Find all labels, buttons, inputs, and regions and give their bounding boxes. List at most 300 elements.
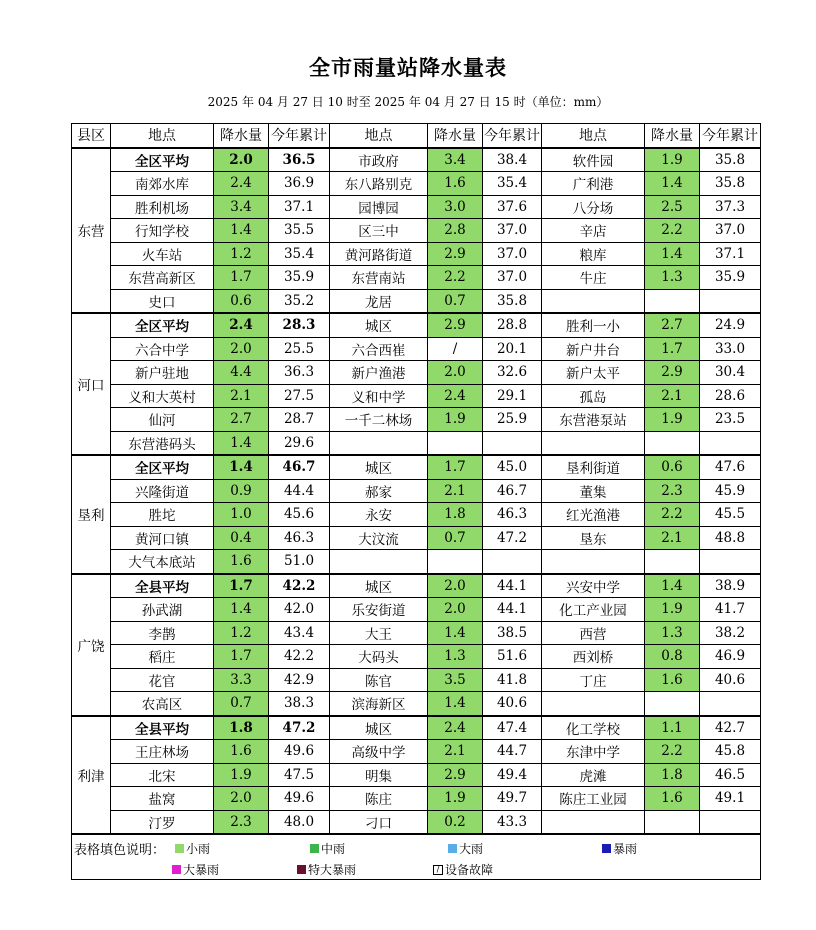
table-row (72, 503, 761, 527)
station-name: 黄河口镇 (111, 526, 214, 550)
rainfall-value: 2.7 (214, 408, 269, 432)
annual-total-value: 25.5 (269, 337, 330, 361)
station-name: 永安 (330, 503, 428, 527)
annual-total-value: 41.8 (483, 668, 542, 692)
station-name: 新户渔港 (330, 361, 428, 385)
annual-total-value: 35.8 (700, 148, 761, 172)
rainfall-value: 1.6 (428, 172, 483, 196)
annual-total-value: 37.1 (269, 195, 330, 219)
legend (72, 834, 761, 880)
annual-total-value (483, 550, 542, 574)
rainfall-value (645, 550, 700, 574)
annual-total-value (700, 810, 761, 834)
annual-total-value: 47.2 (269, 716, 330, 740)
legend-item (175, 840, 210, 857)
legend-title: 表格填色说明： (74, 843, 166, 858)
rainfall-value: 3.4 (214, 195, 269, 219)
annual-total-value: 43.4 (269, 621, 330, 645)
station-name: 胜利机场 (111, 195, 214, 219)
rainfall-value: 1.3 (645, 266, 700, 290)
table-row (72, 550, 761, 574)
station-name: 南郊水库 (111, 172, 214, 196)
annual-total-value: 35.9 (269, 266, 330, 290)
station-name: 花官 (111, 668, 214, 692)
annual-total-value: 36.3 (269, 361, 330, 385)
rainfall-value: 1.6 (214, 740, 269, 764)
legend-item (310, 840, 345, 857)
light-rain-swatch (175, 844, 184, 853)
rainfall-value: 1.4 (645, 242, 700, 266)
rainfall-value: 0.2 (428, 810, 483, 834)
county-name: 河口 (72, 313, 111, 455)
station-name: 虎滩 (542, 763, 645, 787)
station-name: 刁口 (330, 810, 428, 834)
station-name: 陈庄 (330, 787, 428, 811)
rainfall-value: 2.9 (428, 242, 483, 266)
rainfall-value: 1.0 (214, 503, 269, 527)
station-name: 胜坨 (111, 503, 214, 527)
annual-total-value: 38.5 (483, 621, 542, 645)
station-name: 乐安街道 (330, 598, 428, 622)
county-name: 广饶 (72, 574, 111, 716)
annual-total-value: 35.2 (269, 289, 330, 313)
table-row (72, 621, 761, 645)
station-name: 东营港码头 (111, 431, 214, 455)
rainfall-table (71, 123, 761, 880)
station-name: 胜利一小 (542, 313, 645, 337)
rainfall-value: 2.0 (428, 361, 483, 385)
annual-total-value: 42.9 (269, 668, 330, 692)
rainfall-value: 1.7 (214, 645, 269, 669)
rainfall-value: 2.1 (645, 526, 700, 550)
table-row (72, 219, 761, 243)
annual-total-value: 46.5 (700, 763, 761, 787)
legend-label: 中雨 (321, 842, 346, 856)
station-name (330, 431, 428, 455)
rainfall-value: 1.8 (645, 763, 700, 787)
heavy-rain-swatch (448, 844, 457, 853)
station-name: 行知学校 (111, 219, 214, 243)
station-name (330, 550, 428, 574)
station-name: 史口 (111, 289, 214, 313)
table-row (72, 313, 761, 337)
annual-total-value (483, 431, 542, 455)
station-name: 西营 (542, 621, 645, 645)
rainfall-value: 1.4 (214, 455, 269, 479)
rainfall-value: 1.7 (428, 455, 483, 479)
station-name: 东津中学 (542, 740, 645, 764)
station-name: 化工产业园 (542, 598, 645, 622)
page-title: 全市雨量站降水量表 (309, 56, 507, 80)
rainfall-value: 0.7 (428, 289, 483, 313)
station-name (542, 431, 645, 455)
rainfall-value: 1.9 (428, 408, 483, 432)
annual-total-value: 41.7 (700, 598, 761, 622)
annual-total-value: 36.9 (269, 172, 330, 196)
column-header: 地点 (330, 124, 428, 148)
rainfall-value: 1.4 (645, 172, 700, 196)
legend-label: 大雨 (459, 842, 484, 856)
station-name: 城区 (330, 574, 428, 598)
station-name: 王庄林场 (111, 740, 214, 764)
rainfall-value: 1.4 (428, 692, 483, 716)
station-name: 东营高新区 (111, 266, 214, 290)
rainfall-value (428, 431, 483, 455)
station-name: 城区 (330, 716, 428, 740)
station-name: 滨海新区 (330, 692, 428, 716)
table-row (72, 148, 761, 172)
rainfall-value: 1.4 (214, 219, 269, 243)
station-name: 大王 (330, 621, 428, 645)
annual-total-value: 37.0 (700, 219, 761, 243)
table-row (72, 574, 761, 598)
column-header: 降水量 (214, 124, 269, 148)
table-row (72, 763, 761, 787)
station-name: 东营港泵站 (542, 408, 645, 432)
rainfall-value: 1.4 (214, 598, 269, 622)
annual-total-value: 35.8 (700, 172, 761, 196)
annual-total-value: 44.1 (483, 598, 542, 622)
county-name: 利津 (72, 716, 111, 835)
annual-total-value: 35.4 (483, 172, 542, 196)
rainfall-value: 2.0 (214, 148, 269, 172)
annual-total-value: 38.4 (483, 148, 542, 172)
annual-total-value: 45.5 (700, 503, 761, 527)
rainfall-value: 1.6 (645, 787, 700, 811)
rainfall-value: 2.2 (428, 266, 483, 290)
table-row (72, 195, 761, 219)
rainfall-value: 2.9 (645, 361, 700, 385)
rainfall-value: 1.9 (428, 787, 483, 811)
rainfall-value: 0.8 (645, 645, 700, 669)
station-name: 盐窝 (111, 787, 214, 811)
station-name: 火车站 (111, 242, 214, 266)
station-name: 大汶流 (330, 526, 428, 550)
annual-total-value: 37.0 (483, 219, 542, 243)
rainfall-value: 2.0 (428, 598, 483, 622)
rainfall-value (645, 289, 700, 313)
station-name: 全县平均 (111, 716, 214, 740)
table-row (72, 810, 761, 834)
rainfall-value: 2.4 (428, 384, 483, 408)
annual-total-value: 23.5 (700, 408, 761, 432)
rainfall-value: 1.6 (645, 668, 700, 692)
station-name: 兴隆街道 (111, 479, 214, 503)
station-name: 高级中学 (330, 740, 428, 764)
annual-total-value: 35.5 (269, 219, 330, 243)
rainfall-value: 2.1 (428, 740, 483, 764)
rainfall-value: 2.4 (428, 716, 483, 740)
annual-total-value: 49.6 (269, 787, 330, 811)
annual-total-value: 45.8 (700, 740, 761, 764)
rainfall-value: 1.2 (214, 242, 269, 266)
annual-total-value: 38.9 (700, 574, 761, 598)
station-name: 垦利街道 (542, 455, 645, 479)
legend-item (602, 840, 637, 857)
table-row (72, 408, 761, 432)
rainfall-value: 1.3 (428, 645, 483, 669)
annual-total-value: 51.0 (269, 550, 330, 574)
rainfall-value: 2.2 (645, 740, 700, 764)
annual-total-value: 24.9 (700, 313, 761, 337)
annual-total-value: 42.0 (269, 598, 330, 622)
table-row (72, 716, 761, 740)
annual-total-value: 47.4 (483, 716, 542, 740)
annual-total-value: 48.8 (700, 526, 761, 550)
station-name: 全区平均 (111, 313, 214, 337)
station-name: 区三中 (330, 219, 428, 243)
annual-total-value: 49.7 (483, 787, 542, 811)
annual-total-value: 45.9 (700, 479, 761, 503)
annual-total-value: 28.7 (269, 408, 330, 432)
annual-total-value: 28.3 (269, 313, 330, 337)
station-name: 西刘桥 (542, 645, 645, 669)
annual-total-value: 49.1 (700, 787, 761, 811)
rainfall-value: 2.0 (428, 574, 483, 598)
annual-total-value (700, 550, 761, 574)
table-header-row (72, 124, 761, 148)
rainfall-value: 2.0 (214, 337, 269, 361)
rainfall-value: 1.9 (214, 763, 269, 787)
annual-total-value: 46.3 (269, 526, 330, 550)
annual-total-value: 37.6 (483, 195, 542, 219)
rainfall-value: 1.2 (214, 621, 269, 645)
station-name: 郝家 (330, 479, 428, 503)
rainfall-value: 1.8 (214, 716, 269, 740)
rainfall-value: 1.6 (214, 550, 269, 574)
annual-total-value: 27.5 (269, 384, 330, 408)
annual-total-value: 37.1 (700, 242, 761, 266)
station-name: 红光渔港 (542, 503, 645, 527)
column-header: 今年累计 (700, 124, 761, 148)
column-header: 今年累计 (483, 124, 542, 148)
station-name: 城区 (330, 313, 428, 337)
annual-total-value: 25.9 (483, 408, 542, 432)
rainfall-value: 0.6 (214, 289, 269, 313)
annual-total-value: 29.6 (269, 431, 330, 455)
annual-total-value: 37.0 (483, 242, 542, 266)
station-name: 孤岛 (542, 384, 645, 408)
station-name: 垦东 (542, 526, 645, 550)
station-name: 义和中学 (330, 384, 428, 408)
station-name: 义和大英村 (111, 384, 214, 408)
station-name: 大气本底站 (111, 550, 214, 574)
annual-total-value: 49.4 (483, 763, 542, 787)
annual-total-value: 49.6 (269, 740, 330, 764)
table-row (72, 242, 761, 266)
rainfall-value: 2.3 (214, 810, 269, 834)
station-name: 仙河 (111, 408, 214, 432)
column-header: 降水量 (645, 124, 700, 148)
annual-total-value: 42.2 (269, 645, 330, 669)
rainfall-value (428, 550, 483, 574)
station-name: 园博园 (330, 195, 428, 219)
annual-total-value: 28.6 (700, 384, 761, 408)
legend-label: 特大暴雨 (308, 863, 357, 877)
annual-total-value: 28.8 (483, 313, 542, 337)
annual-total-value: 33.0 (700, 337, 761, 361)
rainfall-value: 0.4 (214, 526, 269, 550)
station-name: 丁庄 (542, 668, 645, 692)
rainfall-value: 2.0 (214, 787, 269, 811)
station-name: 软件园 (542, 148, 645, 172)
rainfall-value: 2.5 (645, 195, 700, 219)
legend-label: 大暴雨 (183, 863, 220, 877)
annual-total-value: 43.3 (483, 810, 542, 834)
rainfall-value: 2.1 (645, 384, 700, 408)
rainfall-value: 1.1 (645, 716, 700, 740)
station-name: 大码头 (330, 645, 428, 669)
table-row (72, 645, 761, 669)
station-name (542, 692, 645, 716)
table-row (72, 384, 761, 408)
annual-total-value: 46.9 (700, 645, 761, 669)
legend-item (297, 861, 356, 878)
table-row (72, 479, 761, 503)
equipment-fault-box-icon: / (433, 865, 443, 875)
annual-total-value: 44.7 (483, 740, 542, 764)
station-name: 六合中学 (111, 337, 214, 361)
station-name: 牛庄 (542, 266, 645, 290)
station-name: 明集 (330, 763, 428, 787)
rainfall-value: 1.7 (214, 266, 269, 290)
station-name: 农高区 (111, 692, 214, 716)
rainfall-value: 1.4 (645, 574, 700, 598)
station-name: 陈官 (330, 668, 428, 692)
rainfall-value (645, 431, 700, 455)
legend-item (448, 840, 483, 857)
rainfall-value: 1.4 (214, 431, 269, 455)
rainfall-value: 0.9 (214, 479, 269, 503)
table-row (72, 692, 761, 716)
station-name: 城区 (330, 455, 428, 479)
station-name: 广利港 (542, 172, 645, 196)
rainfall-value: 2.4 (214, 172, 269, 196)
rainfall-value: 3.3 (214, 668, 269, 692)
rainfall-value: 1.4 (428, 621, 483, 645)
station-name: 新户太平 (542, 361, 645, 385)
rainfall-value: 2.9 (428, 313, 483, 337)
station-name: 汀罗 (111, 810, 214, 834)
legend-label: 设备故障 (445, 863, 494, 877)
annual-total-value: 37.3 (700, 195, 761, 219)
rainfall-value: 3.0 (428, 195, 483, 219)
rainfall-value: 2.3 (645, 479, 700, 503)
station-name: 全区平均 (111, 455, 214, 479)
rainfall-value: 4.4 (214, 361, 269, 385)
station-name (542, 810, 645, 834)
storm-swatch (602, 844, 611, 853)
legend-item (433, 861, 493, 878)
annual-total-value: 35.4 (269, 242, 330, 266)
table-row (72, 598, 761, 622)
station-name: 陈庄工业园 (542, 787, 645, 811)
rainfall-value: 2.1 (428, 479, 483, 503)
annual-total-value: 20.1 (483, 337, 542, 361)
column-header: 县区 (72, 124, 111, 148)
time-range-subtitle: 2025 年 04 月 27 日 10 时至 2025 年 04 月 27 日 15 时（单位：mm） (207, 95, 609, 109)
annual-total-value: 30.4 (700, 361, 761, 385)
station-name: 化工学校 (542, 716, 645, 740)
rainfall-value: 2.7 (645, 313, 700, 337)
annual-total-value: 29.1 (483, 384, 542, 408)
rainfall-value: 0.6 (645, 455, 700, 479)
table-row (72, 455, 761, 479)
station-name: 一千二林场 (330, 408, 428, 432)
county-name: 垦利 (72, 455, 111, 574)
annual-total-value: 37.0 (483, 266, 542, 290)
column-header: 降水量 (428, 124, 483, 148)
rainfall-value: 2.2 (645, 219, 700, 243)
annual-total-value: 46.7 (269, 455, 330, 479)
rainfall-value: 2.4 (214, 313, 269, 337)
station-name (542, 550, 645, 574)
annual-total-value: 44.1 (483, 574, 542, 598)
annual-total-value: 51.6 (483, 645, 542, 669)
legend-label: 小雨 (186, 842, 211, 856)
rainfall-value: 2.9 (428, 763, 483, 787)
station-name: 八分场 (542, 195, 645, 219)
annual-total-value (700, 692, 761, 716)
station-name: 新户井台 (542, 337, 645, 361)
rainfall-value: 0.7 (214, 692, 269, 716)
table-row (72, 337, 761, 361)
table-row (72, 431, 761, 455)
column-header: 地点 (111, 124, 214, 148)
annual-total-value: 42.7 (700, 716, 761, 740)
rainfall-value: 1.9 (645, 598, 700, 622)
annual-total-value: 47.6 (700, 455, 761, 479)
annual-total-value: 44.4 (269, 479, 330, 503)
annual-total-value: 38.2 (700, 621, 761, 645)
table-row (72, 361, 761, 385)
annual-total-value: 45.0 (483, 455, 542, 479)
annual-total-value: 40.6 (483, 692, 542, 716)
annual-total-value (700, 289, 761, 313)
big-storm-swatch (172, 865, 181, 874)
station-name: 辛店 (542, 219, 645, 243)
county-name: 东营 (72, 148, 111, 314)
rainfall-value: 2.2 (645, 503, 700, 527)
table-row (72, 289, 761, 313)
station-name: 全县平均 (111, 574, 214, 598)
annual-total-value: 36.5 (269, 148, 330, 172)
rainfall-value: 1.7 (645, 337, 700, 361)
annual-total-value: 46.3 (483, 503, 542, 527)
annual-total-value (700, 431, 761, 455)
station-name: 东营南站 (330, 266, 428, 290)
rainfall-value: 1.8 (428, 503, 483, 527)
rainfall-value: 0.7 (428, 526, 483, 550)
station-name: 兴安中学 (542, 574, 645, 598)
rainfall-value: 3.5 (428, 668, 483, 692)
table-row (72, 172, 761, 196)
table-row (72, 787, 761, 811)
annual-total-value: 47.5 (269, 763, 330, 787)
table-row (72, 526, 761, 550)
annual-total-value: 46.7 (483, 479, 542, 503)
table-row (72, 740, 761, 764)
station-name: 新户驻地 (111, 361, 214, 385)
rainfall-value: 1.9 (645, 148, 700, 172)
legend-item (172, 861, 219, 878)
annual-total-value: 38.3 (269, 692, 330, 716)
station-name: 粮库 (542, 242, 645, 266)
annual-total-value: 32.6 (483, 361, 542, 385)
column-header: 今年累计 (269, 124, 330, 148)
station-name: 稻庄 (111, 645, 214, 669)
rainfall-value: 2.1 (214, 384, 269, 408)
